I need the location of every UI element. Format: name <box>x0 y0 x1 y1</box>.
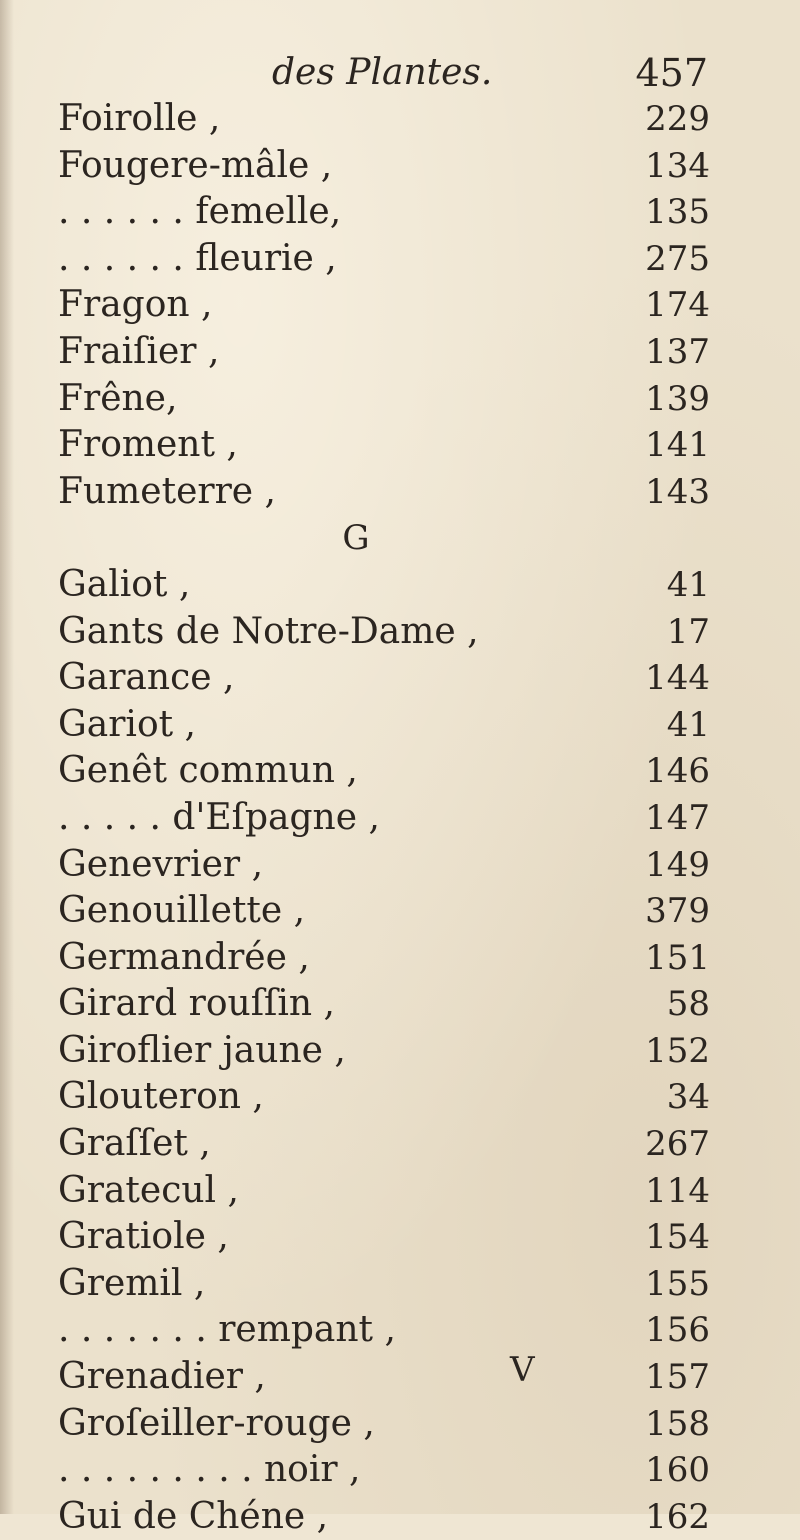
entry-page-number: 146 <box>645 751 710 792</box>
index-entry <box>58 935 710 982</box>
index-entry <box>58 143 710 190</box>
entry-page-number: 152 <box>645 1030 710 1071</box>
entry-name: Foirolle , <box>58 98 221 139</box>
index-entry <box>58 655 710 702</box>
entry-name: Galiot , <box>58 563 191 605</box>
entry-page-number: 149 <box>645 844 710 885</box>
entry-page-number: 162 <box>645 1496 710 1537</box>
entry-page-number: 58 <box>666 984 710 1025</box>
entry-name: Froment , <box>58 424 238 466</box>
index-entry <box>58 1121 710 1168</box>
entry-name: . . . . . . fleurie , <box>58 237 337 279</box>
index-entry <box>58 236 710 283</box>
page-header <box>0 48 800 98</box>
entry-page-number: 41 <box>666 704 710 745</box>
entry-page-number: 34 <box>666 1077 710 1118</box>
entry-name: Garance , <box>58 657 235 699</box>
entry-name: Genevrier , <box>58 843 264 885</box>
entry-page-number: 137 <box>645 331 710 372</box>
index-entry <box>58 842 710 889</box>
running-title: des Plantes. <box>272 52 493 93</box>
entry-page-number: 143 <box>645 471 710 512</box>
entry-name: Genêt commun , <box>58 750 358 792</box>
index-entry <box>58 189 710 236</box>
entry-page-number: 114 <box>645 1170 710 1211</box>
entry-page-number: 174 <box>645 285 710 326</box>
index-entry <box>58 1214 710 1261</box>
page-gutter-shadow <box>0 0 14 1514</box>
index-entry <box>58 1028 710 1075</box>
entry-name: Glouteron , <box>58 1076 264 1118</box>
index-entry <box>58 469 710 516</box>
entry-name: Genouillette , <box>58 890 306 932</box>
entry-name: Gui de Chéne , <box>58 1495 329 1537</box>
index-entry <box>58 1354 710 1401</box>
index-entry <box>58 329 710 376</box>
entry-page-number: 151 <box>645 937 710 978</box>
page-number: 457 <box>635 51 708 95</box>
index-entry <box>58 282 710 329</box>
entry-page-number: 134 <box>645 145 710 186</box>
entry-name: Gratecul , <box>58 1169 239 1211</box>
entry-name: Graſſet , <box>58 1123 211 1165</box>
entry-page-number: 155 <box>645 1263 710 1304</box>
entry-page-number: 41 <box>666 564 710 605</box>
index-entry <box>58 981 710 1028</box>
index-entry <box>58 702 710 749</box>
index-entries <box>58 96 710 1540</box>
index-entry <box>58 1307 710 1354</box>
entry-page-number: 154 <box>645 1217 710 1258</box>
entry-name: Gremil , <box>58 1262 206 1304</box>
entry-name: Fougere-mâle , <box>58 144 333 186</box>
index-entry <box>58 1401 710 1448</box>
entry-page-number: 141 <box>645 425 710 466</box>
index-entry <box>58 562 710 609</box>
index-entry <box>58 422 710 469</box>
entry-page-number: 135 <box>645 192 710 233</box>
index-entry <box>58 609 710 656</box>
entry-name: Fragon , <box>58 284 213 326</box>
index-entry <box>58 1447 710 1494</box>
entry-name: . . . . . . . . . noir , <box>58 1449 361 1491</box>
index-entry <box>58 96 710 143</box>
entry-name: Gants de Notre-Dame , <box>58 610 479 652</box>
entry-name: Fumeterre , <box>58 470 276 512</box>
section-letter-label: G <box>342 518 370 559</box>
entry-page-number: 139 <box>645 378 710 419</box>
entry-name: Gariot , <box>58 703 196 745</box>
entry-page-number: 229 <box>645 99 710 139</box>
index-entry <box>58 888 710 935</box>
entry-page-number: 160 <box>645 1450 710 1491</box>
entry-page-number: 156 <box>645 1310 710 1351</box>
entry-page-number: 157 <box>645 1357 710 1398</box>
entry-name: . . . . . d'Eſpagne , <box>58 796 380 838</box>
index-entry <box>58 376 710 423</box>
entry-name: Groſeiller-rouge , <box>58 1402 375 1444</box>
index-entry <box>58 795 710 842</box>
entry-page-number: 267 <box>645 1124 710 1165</box>
entry-name: . . . . . . femelle, <box>58 191 342 233</box>
entry-page-number: 147 <box>645 797 710 838</box>
entry-name: Gratiole , <box>58 1216 229 1258</box>
index-entry <box>58 1494 710 1540</box>
entry-name: Fraiſier , <box>58 330 220 372</box>
index-entry <box>58 1261 710 1308</box>
entry-name: Germandrée , <box>58 936 310 978</box>
entry-page-number: 275 <box>645 238 710 279</box>
entry-name: . . . . . . . rempant , <box>58 1309 396 1351</box>
section-letter <box>58 515 710 562</box>
entry-page-number: 144 <box>645 658 710 699</box>
entry-name: Grenadier , <box>58 1356 266 1398</box>
entry-name: Frêne, <box>58 377 178 419</box>
index-entry <box>58 748 710 795</box>
entry-page-number: 17 <box>666 611 710 652</box>
entry-name: Girard rouſſin , <box>58 983 335 1025</box>
entry-page-number: 158 <box>645 1403 710 1444</box>
index-entry <box>58 1168 710 1215</box>
entry-page-number: 379 <box>645 891 710 932</box>
index-entry <box>58 1074 710 1121</box>
entry-name: Giroflier jaune , <box>58 1029 346 1071</box>
signature-mark: V <box>510 1350 535 1390</box>
